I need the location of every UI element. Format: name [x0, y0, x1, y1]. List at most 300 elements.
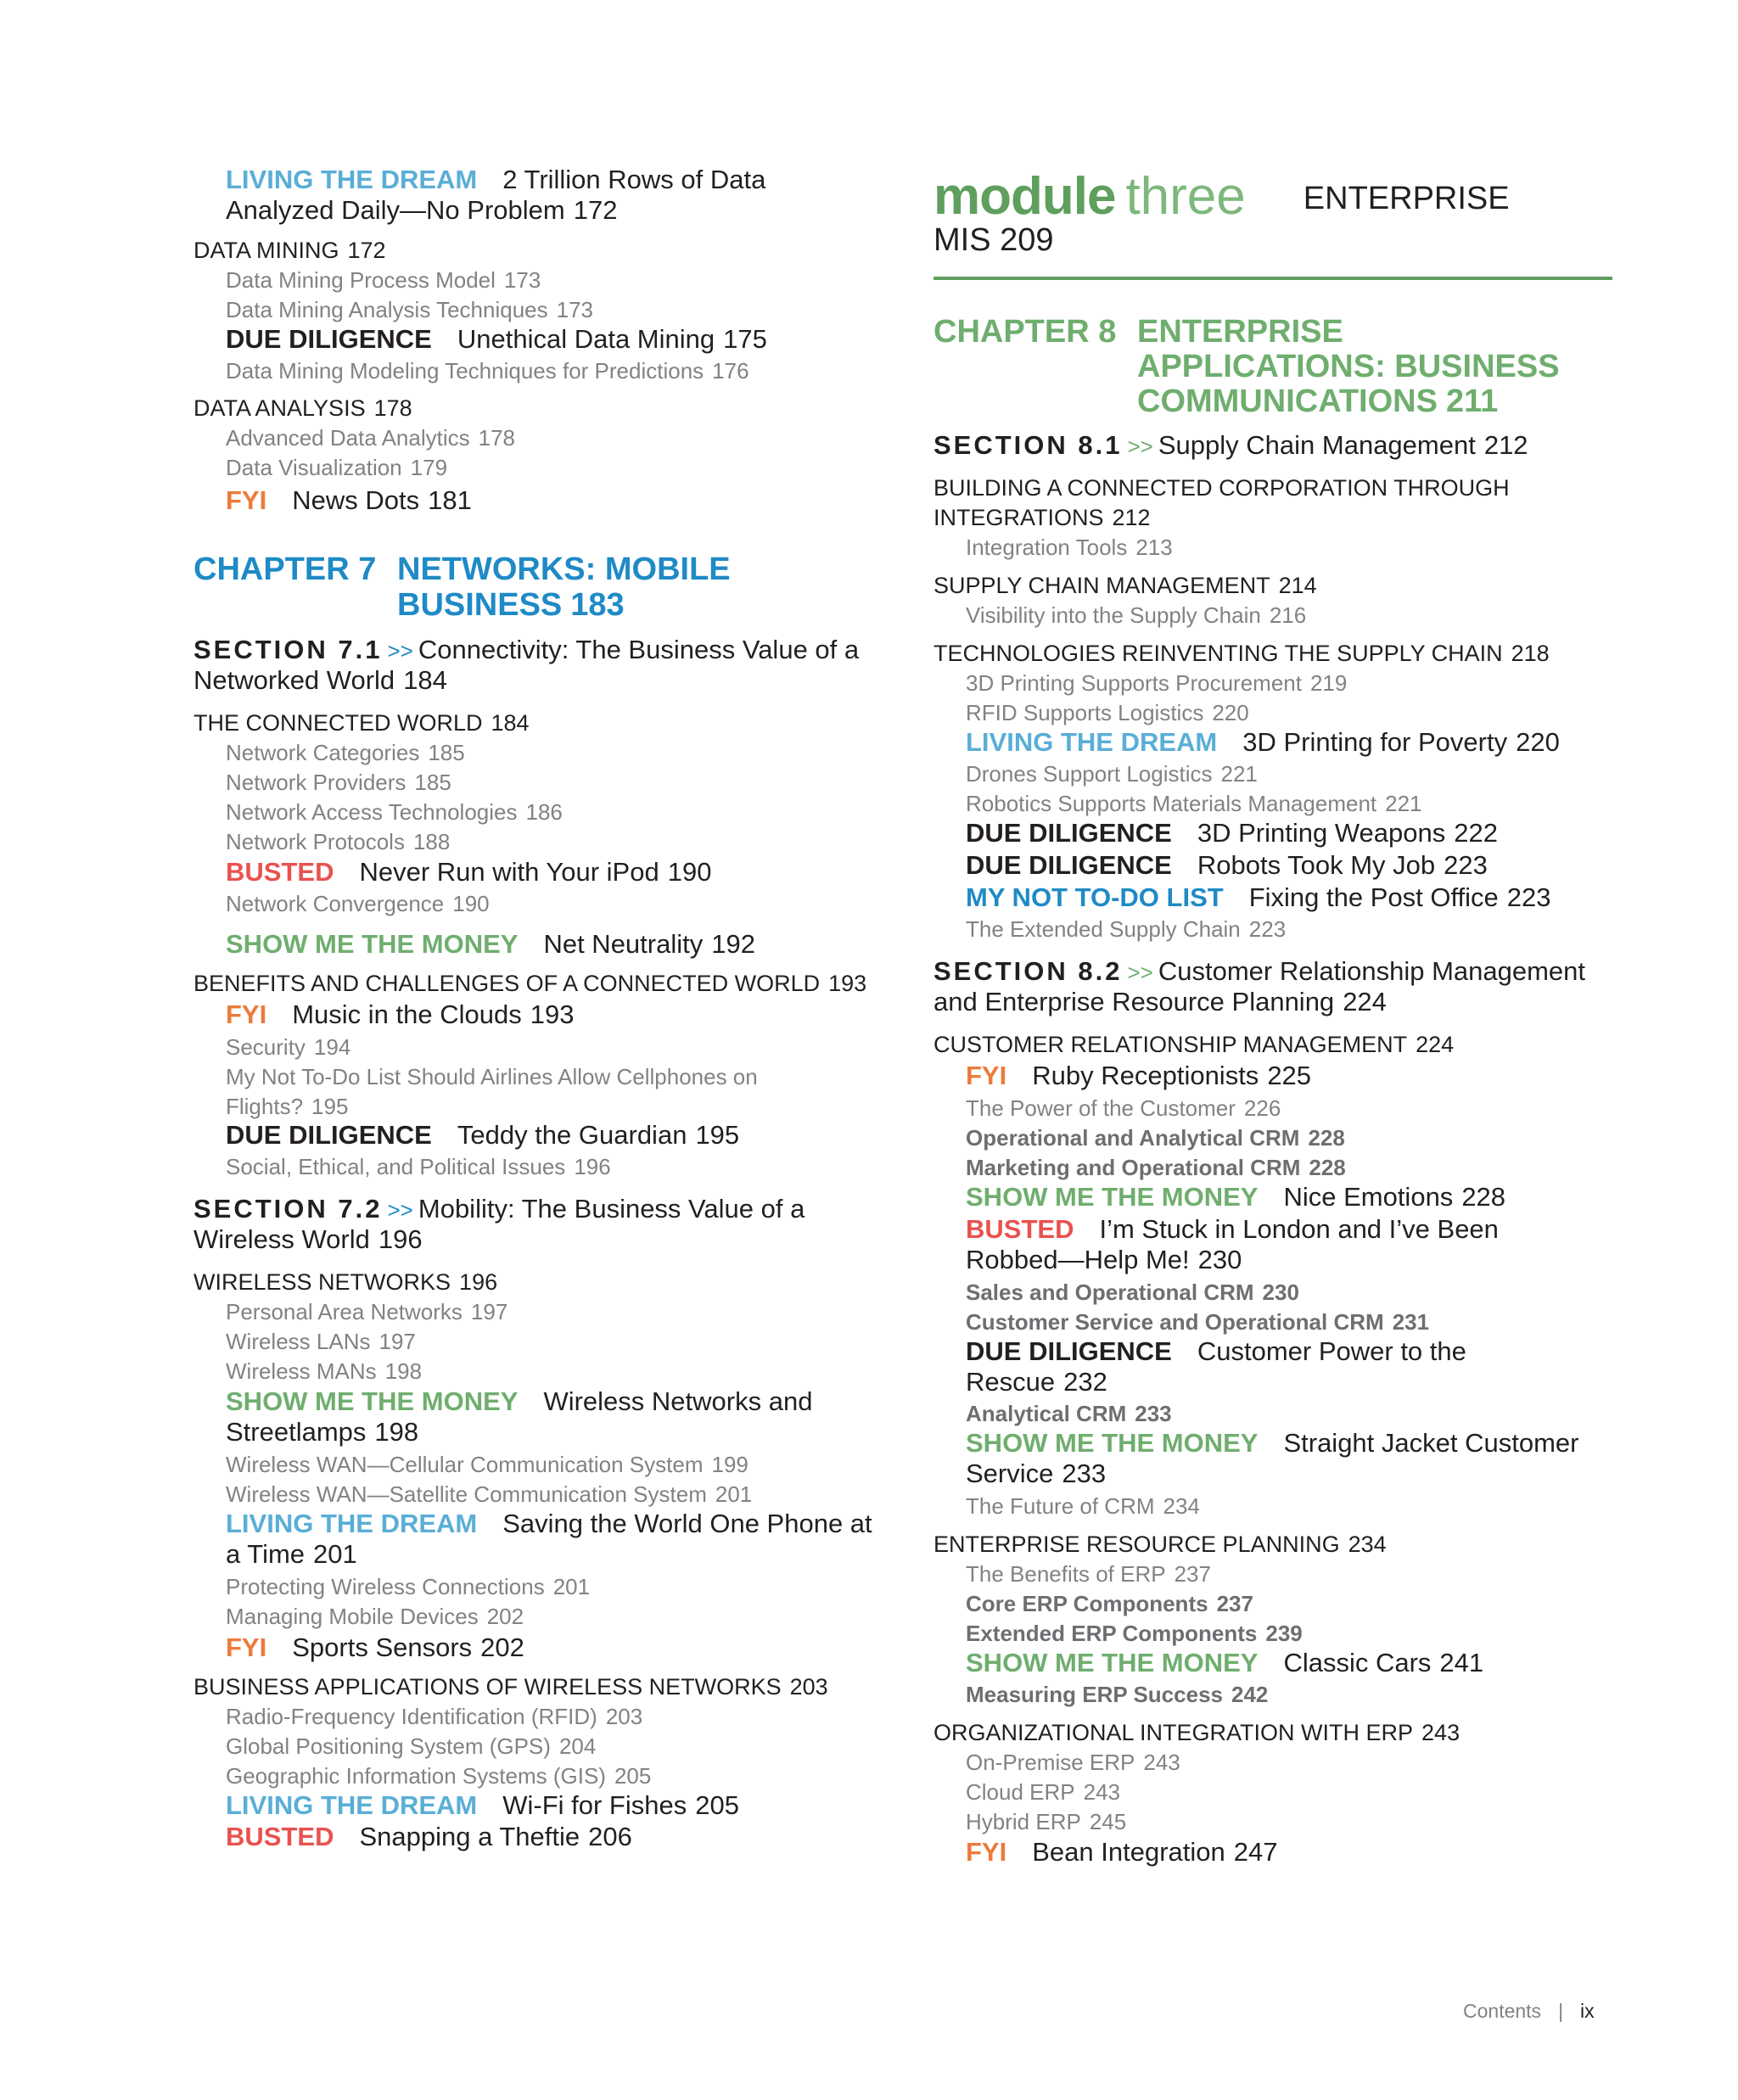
page-number: 188	[412, 829, 451, 854]
page-number: 202	[480, 1632, 524, 1662]
page-number: 224	[1343, 987, 1387, 1016]
page-number: 178	[478, 425, 516, 451]
toc-entry-ch	[933, 314, 1343, 350]
entry-title: Sales and Operational CRM	[966, 1280, 1254, 1305]
entry-title: Network Protocols	[226, 829, 405, 854]
page-number: 204	[558, 1733, 597, 1759]
toc-entry-seccont	[933, 987, 1387, 1017]
entry-title: Data Mining Analysis Techniques	[226, 297, 548, 322]
footer-separator: |	[1558, 2000, 1564, 2022]
page-number: 185	[414, 770, 451, 795]
chapter-number: CHAPTER 7	[193, 552, 377, 587]
entry-title: Robbed—Help Me!	[966, 1245, 1190, 1274]
feature-tag: DUE DILIGENCE	[226, 324, 432, 354]
toc-entry-main	[933, 1029, 1454, 1060]
entry-title: ENTERPRISE RESOURCE PLANNING	[933, 1532, 1340, 1557]
entry-title: Service	[966, 1459, 1054, 1488]
entry-title: Wireless LANs	[226, 1329, 371, 1354]
toc-entry-sub	[226, 1356, 422, 1386]
feature-title: Bean Integration	[1032, 1837, 1225, 1867]
section-title: Connectivity: The Business Value of a	[418, 635, 860, 664]
entry-title: DATA MINING	[193, 238, 339, 263]
page-number: 185	[428, 740, 465, 765]
toc-entry-feat	[966, 882, 1551, 913]
toc-entry-sub	[226, 294, 593, 325]
page-number: 232	[1063, 1367, 1107, 1397]
entry-title: My Not To-Do List Should Airlines Allow Cellphones on	[226, 1064, 758, 1089]
toc-entry-feat	[966, 727, 1560, 758]
feature-title: Saving the World One Phone at	[502, 1509, 872, 1538]
chapter-title: ENTERPRISE	[1137, 314, 1343, 350]
entry-title: Streetlamps	[226, 1417, 367, 1447]
section-title: Supply Chain Management	[1158, 430, 1476, 460]
section-number: SECTION 8.2	[933, 956, 1123, 986]
toc-entry-feat	[226, 485, 472, 516]
entry-title: Data Mining Process Model	[226, 267, 496, 293]
page-number: 243	[1143, 1750, 1180, 1775]
feature-tag: DUE DILIGENCE	[966, 850, 1172, 880]
entry-title: Analytical CRM	[966, 1401, 1127, 1426]
toc-entry-sub	[226, 423, 515, 453]
entry-title: Data Visualization	[226, 455, 402, 480]
page-number: 184	[403, 665, 447, 695]
page-number: 205	[614, 1763, 652, 1789]
toc-entry-feat	[226, 857, 711, 888]
entry-title: Flights?	[226, 1094, 304, 1119]
entry-title: THE CONNECTED WORLD	[193, 710, 483, 736]
page-number: 230	[1197, 1245, 1242, 1274]
entry-title: and Enterprise Resource Planning	[933, 987, 1335, 1016]
section-arrow-icon: >>	[387, 1197, 413, 1223]
page-number: 220	[1212, 700, 1249, 725]
module-page: 209	[1000, 222, 1054, 258]
page-number: 230	[1262, 1280, 1299, 1305]
entry-title: Analyzed Daily—No Problem	[226, 195, 565, 225]
feature-title: Wi-Fi for Fishes	[502, 1790, 687, 1820]
toc-entry-main	[933, 1529, 1387, 1560]
page-number: 219	[1309, 670, 1348, 696]
toc-entry-main	[193, 1267, 497, 1297]
toc-entry-sub	[966, 532, 1173, 563]
toc-entry-feat	[226, 165, 765, 195]
footer-label: Contents	[1463, 2000, 1542, 2022]
feature-title: Snapping a Theftie	[359, 1822, 580, 1851]
entry-title: 3D Printing Supports Procurement	[966, 670, 1302, 696]
toc-entry-feat	[226, 1509, 872, 1539]
feature-tag: MY NOT TO-DO LIST	[966, 882, 1224, 912]
entry-title: Wireless WAN—Cellular Communication System	[226, 1452, 704, 1477]
toc-entry-feat	[226, 324, 767, 355]
feature-title: Robots Took My Job	[1197, 850, 1436, 880]
entry-title: BENEFITS AND CHALLENGES OF A CONNECTED WORLD	[193, 971, 821, 996]
section-number: SECTION 7.2	[193, 1194, 383, 1224]
toc-entry-sub	[226, 265, 541, 295]
page-number: 193	[828, 971, 867, 996]
toc-entry-sub	[226, 737, 465, 768]
entry-title: Operational and Analytical CRM	[966, 1125, 1300, 1151]
entry-title: Core ERP Components	[966, 1591, 1208, 1616]
entry-title: Social, Ethical, and Political Issues	[226, 1154, 566, 1179]
page-number: 176	[712, 358, 749, 384]
page-number: 237	[1216, 1591, 1253, 1616]
section-title: Customer Relationship Management	[1158, 956, 1586, 986]
chapter-number: CHAPTER 8	[933, 314, 1117, 350]
page-number: 247	[1233, 1837, 1278, 1867]
entry-title: Radio-Frequency Identification (RFID)	[226, 1704, 597, 1729]
toc-entry-sub	[966, 1559, 1211, 1589]
toc-entry-subb	[966, 1277, 1299, 1308]
page-number: 183	[570, 587, 625, 623]
entry-title: BUSINESS APPLICATIONS OF WIRELESS NETWORKS	[193, 1674, 782, 1700]
toc-entry-sub	[226, 1449, 748, 1480]
page-number: 201	[552, 1574, 591, 1599]
feature-tag: SHOW ME THE MONEY	[226, 929, 519, 959]
toc-entry-sub	[966, 697, 1249, 728]
chapter-title: APPLICATIONS: BUSINESS	[1137, 349, 1560, 384]
page-number: 213	[1135, 535, 1173, 560]
page-number: 206	[588, 1822, 632, 1851]
feature-title: Ruby Receptionists	[1032, 1061, 1259, 1090]
entry-title: RFID Supports Logistics	[966, 700, 1204, 725]
toc-entry-main	[193, 708, 530, 738]
entry-title: Personal Area Networks	[226, 1299, 463, 1324]
toc-entry-sub	[966, 1777, 1120, 1807]
toc-entry-cont	[966, 1459, 1106, 1489]
page-number: 245	[1089, 1809, 1127, 1834]
section-arrow-icon: >>	[1127, 960, 1153, 985]
page-number: 196	[378, 1224, 423, 1254]
chapter-title: COMMUNICATIONS	[1137, 384, 1438, 419]
page-number: 225	[1267, 1061, 1312, 1090]
page-number: 233	[1135, 1401, 1172, 1426]
toc-entry-feat	[226, 1822, 632, 1852]
feature-tag: LIVING THE DREAM	[226, 1509, 478, 1538]
module-number: three	[1125, 167, 1246, 226]
toc-entry-main	[933, 473, 1510, 503]
toc-entry-main	[193, 968, 866, 999]
module-subtitle: MIS	[933, 222, 991, 258]
feature-tag: FYI	[226, 1000, 267, 1029]
page-number: 223	[1444, 850, 1488, 880]
toc-entry-sec	[193, 635, 859, 666]
entry-title: Network Access Technologies	[226, 799, 518, 825]
toc-entry-subb	[966, 1588, 1253, 1619]
page-number: 193	[530, 1000, 575, 1029]
toc-entry-feat	[226, 929, 755, 960]
section-arrow-icon: >>	[1127, 434, 1153, 459]
entry-title: On-Premise ERP	[966, 1750, 1135, 1775]
toc-entry-feat	[966, 1648, 1483, 1678]
entry-title: The Extended Supply Chain	[966, 916, 1241, 942]
toc-entry-sub	[226, 1571, 590, 1602]
toc-entry-feat	[966, 1837, 1277, 1868]
entry-title: Wireless WAN—Satellite Communication System	[226, 1481, 707, 1507]
entry-title: Networked World	[193, 665, 395, 695]
toc-entry-feat	[966, 818, 1498, 848]
feature-title: 2 Trillion Rows of Data	[502, 165, 766, 194]
entry-title: Wireless World	[193, 1224, 370, 1254]
page-number: 190	[667, 857, 712, 887]
page-number: 173	[556, 297, 594, 322]
feature-title: Sports Sensors	[292, 1632, 473, 1662]
toc-entry-subb	[966, 1398, 1172, 1429]
toc-entry-cont	[226, 1417, 418, 1448]
module-title: ENTERPRISE	[1303, 181, 1510, 216]
toc-entry-feat	[966, 1061, 1311, 1091]
toc-entry-subb	[966, 1679, 1268, 1710]
toc-entry-sub	[226, 1701, 642, 1732]
entry-title: Visibility into the Supply Chain	[966, 602, 1261, 628]
toc-entry-sub	[226, 1731, 596, 1761]
toc-entry-ch	[933, 349, 1560, 384]
page-number: 181	[428, 485, 472, 515]
page-number: 199	[711, 1452, 748, 1477]
toc-entry-sub	[966, 1093, 1281, 1123]
page-number: 218	[1511, 641, 1550, 666]
page-number: 233	[1062, 1459, 1107, 1488]
toc-entry-feat	[226, 1000, 574, 1030]
feature-tag: DUE DILIGENCE	[966, 1336, 1172, 1366]
footer-page-number: ix	[1580, 2000, 1595, 2022]
feature-title: Classic Cars	[1283, 1648, 1432, 1677]
feature-tag: FYI	[966, 1061, 1007, 1090]
toc-entry-main	[933, 1717, 1460, 1748]
page-number: 242	[1231, 1682, 1269, 1707]
module-word: module	[933, 167, 1116, 226]
toc-entry-feat	[226, 1386, 812, 1417]
toc-entry-main	[193, 1672, 828, 1702]
page-number: 228	[1308, 1125, 1345, 1151]
toc-entry-cont	[226, 195, 617, 226]
toc-entry-sub	[226, 356, 749, 386]
toc-entry-cont	[226, 1539, 357, 1570]
page-number: 197	[378, 1329, 416, 1354]
page-number: 173	[503, 267, 541, 293]
entry-title: Protecting Wireless Connections	[226, 1574, 545, 1599]
feature-tag: LIVING THE DREAM	[226, 1790, 478, 1820]
module-subtitle-line	[933, 222, 1054, 259]
entry-title: Network Categories	[226, 740, 420, 765]
toc-entry-sub	[226, 1091, 348, 1122]
feature-title: Net Neutrality	[543, 929, 704, 959]
entry-title: Advanced Data Analytics	[226, 425, 470, 451]
feature-title: 3D Printing for Poverty	[1242, 727, 1508, 757]
page-number: 202	[486, 1604, 524, 1629]
toc-entry-main	[933, 570, 1317, 601]
page-number: 212	[1483, 430, 1528, 460]
section-number: SECTION 8.1	[933, 430, 1123, 460]
module-heading	[933, 166, 1510, 227]
toc-entry-sub	[226, 1601, 524, 1632]
page-number: 190	[452, 891, 490, 916]
entry-title: Network Providers	[226, 770, 406, 795]
feature-title: 3D Printing Weapons	[1197, 818, 1446, 848]
section-number: SECTION 7.1	[193, 635, 383, 664]
entry-title: Marketing and Operational CRM	[966, 1155, 1301, 1180]
toc-entry-subb	[966, 1618, 1303, 1649]
page-number: 195	[695, 1120, 740, 1150]
chapter-title: BUSINESS	[397, 587, 563, 623]
page-number: 237	[1174, 1561, 1211, 1587]
page-number: 231	[1392, 1309, 1430, 1335]
toc-entry-feat	[226, 1632, 524, 1663]
toc-entry-sub	[966, 600, 1306, 630]
page-number: 175	[723, 324, 767, 354]
page-number: 178	[373, 395, 412, 421]
feature-title: Fixing the Post Office	[1248, 882, 1499, 912]
toc-entry-subb	[966, 1123, 1345, 1153]
entry-title: a Time	[226, 1539, 306, 1569]
page-number: 196	[459, 1269, 498, 1295]
entry-title: INTEGRATIONS	[933, 505, 1104, 530]
page-number: 172	[573, 195, 618, 225]
entry-title: Geographic Information Systems (GIS)	[226, 1763, 606, 1789]
entry-title: Robotics Supports Materials Management	[966, 791, 1377, 816]
feature-title: Never Run with Your iPod	[359, 857, 659, 887]
entry-title: Wireless MANs	[226, 1358, 377, 1384]
entry-title: The Future of CRM	[966, 1493, 1155, 1519]
page-number: 234	[1163, 1493, 1200, 1519]
toc-entry-sub	[966, 759, 1258, 789]
toc-entry-sub	[226, 797, 563, 827]
page-number: 243	[1083, 1779, 1121, 1805]
entry-title: Rescue	[966, 1367, 1056, 1397]
toc-entry-sub	[226, 1151, 611, 1182]
page-number: 216	[1269, 602, 1307, 628]
entry-title: BUILDING A CONNECTED CORPORATION THROUGH	[933, 475, 1510, 501]
feature-title: Wireless Networks and	[543, 1386, 813, 1416]
toc-entry-sub	[226, 826, 450, 857]
toc-entry-seccont	[193, 665, 447, 696]
toc-entry-feat	[966, 850, 1488, 881]
feature-tag: LIVING THE DREAM	[966, 727, 1218, 757]
toc-entry-sub	[226, 1032, 350, 1062]
page-number: 212	[1112, 505, 1151, 530]
toc-entry-feat	[966, 1214, 1499, 1245]
toc-entry-main	[193, 235, 386, 266]
page-number: 221	[1220, 761, 1258, 787]
page-number: 186	[525, 799, 563, 825]
feature-tag: SHOW ME THE MONEY	[226, 1386, 519, 1416]
page-number: 201	[715, 1481, 753, 1507]
toc-entry-subb	[966, 1152, 1346, 1183]
entry-title: Security	[226, 1034, 306, 1060]
feature-title: Customer Power to the	[1197, 1336, 1466, 1366]
feature-title: Teddy the Guardian	[457, 1120, 687, 1150]
feature-title: Music in the Clouds	[292, 1000, 522, 1029]
feature-tag: LIVING THE DREAM	[226, 165, 478, 194]
entry-title: WIRELESS NETWORKS	[193, 1269, 451, 1295]
entry-title: The Benefits of ERP	[966, 1561, 1166, 1587]
entry-title: The Power of the Customer	[966, 1095, 1236, 1121]
entry-title: CUSTOMER RELATIONSHIP MANAGEMENT	[933, 1032, 1408, 1057]
feature-title: I’m Stuck in London and I’ve Been	[1099, 1214, 1499, 1244]
toc-entry-sub	[226, 1761, 651, 1791]
toc-entry-feat	[226, 1790, 739, 1821]
toc-entry-sub	[226, 1326, 416, 1357]
chapter-title: NETWORKS: MOBILE	[397, 552, 731, 587]
page-number: 203	[605, 1704, 643, 1729]
toc-entry-sub	[966, 1806, 1126, 1837]
entry-title: Extended ERP Components	[966, 1621, 1258, 1646]
toc-entry-sub	[966, 788, 1422, 819]
entry-title: SUPPLY CHAIN MANAGEMENT	[933, 573, 1270, 598]
feature-tag: SHOW ME THE MONEY	[966, 1182, 1259, 1212]
toc-entry-cont	[966, 1245, 1242, 1275]
entry-title: Drones Support Logistics	[966, 761, 1213, 787]
toc-entry-main	[193, 393, 412, 423]
feature-title: Nice Emotions	[1283, 1182, 1454, 1212]
page-number: 214	[1278, 573, 1317, 598]
page-number: 196	[574, 1154, 611, 1179]
entry-title: Global Positioning System (GPS)	[226, 1733, 551, 1759]
page-number: 224	[1416, 1032, 1455, 1057]
page-number: 228	[1309, 1155, 1346, 1180]
toc-entry-seccont	[193, 1224, 423, 1255]
entry-title: Integration Tools	[966, 535, 1128, 560]
page-number: 184	[491, 710, 530, 736]
page-number: 195	[311, 1094, 349, 1119]
feature-tag: SHOW ME THE MONEY	[966, 1428, 1259, 1458]
toc-entry-sec	[193, 1194, 805, 1225]
entry-title: DATA ANALYSIS	[193, 395, 366, 421]
toc-entry-main	[933, 502, 1151, 533]
page-number: 192	[711, 929, 755, 959]
page-number: 201	[313, 1539, 357, 1569]
page-number: 198	[384, 1358, 423, 1384]
page-number: 228	[1461, 1182, 1506, 1212]
page-number: 221	[1385, 791, 1422, 816]
toc-entry-sub	[226, 1061, 758, 1092]
feature-tag: BUSTED	[226, 857, 334, 887]
feature-tag: SHOW ME THE MONEY	[966, 1648, 1259, 1677]
page-number: 203	[789, 1674, 828, 1700]
page-number: 172	[347, 238, 386, 263]
feature-tag: FYI	[226, 1632, 267, 1662]
toc-entry-feat	[966, 1428, 1578, 1459]
feature-title: Unethical Data Mining	[457, 324, 715, 354]
entry-title: Cloud ERP	[966, 1779, 1075, 1805]
page-number: 234	[1348, 1532, 1387, 1557]
entry-title: Network Convergence	[226, 891, 445, 916]
entry-title: Customer Service and Operational CRM	[966, 1309, 1384, 1335]
page-number: 197	[470, 1299, 508, 1324]
feature-tag: DUE DILIGENCE	[966, 818, 1172, 848]
page-number: 179	[410, 455, 448, 480]
entry-title: ORGANIZATIONAL INTEGRATION WITH ERP	[933, 1720, 1414, 1745]
toc-entry-sub	[226, 452, 447, 483]
entry-title: TECHNOLOGIES REINVENTING THE SUPPLY CHAIN	[933, 641, 1503, 666]
page-number: 194	[313, 1034, 351, 1060]
toc-entry-ch	[933, 384, 1498, 419]
feature-tag: FYI	[226, 485, 267, 515]
toc-entry-ch	[193, 552, 731, 587]
page-number: 220	[1516, 727, 1560, 757]
page-number: 211	[1445, 384, 1499, 419]
entry-title: Measuring ERP Success	[966, 1682, 1223, 1707]
toc-entry-sub	[966, 668, 1347, 698]
feature-tag: DUE DILIGENCE	[226, 1120, 432, 1150]
toc-entry-sec	[933, 430, 1528, 462]
toc-entry-subb	[966, 1307, 1429, 1337]
section-arrow-icon: >>	[387, 638, 413, 664]
page-number: 226	[1243, 1095, 1281, 1121]
module-divider	[933, 277, 1612, 280]
toc-entry-cont	[966, 1367, 1107, 1397]
feature-tag: BUSTED	[226, 1822, 334, 1851]
feature-tag: FYI	[966, 1837, 1007, 1867]
toc-entry-sub	[226, 1296, 507, 1327]
